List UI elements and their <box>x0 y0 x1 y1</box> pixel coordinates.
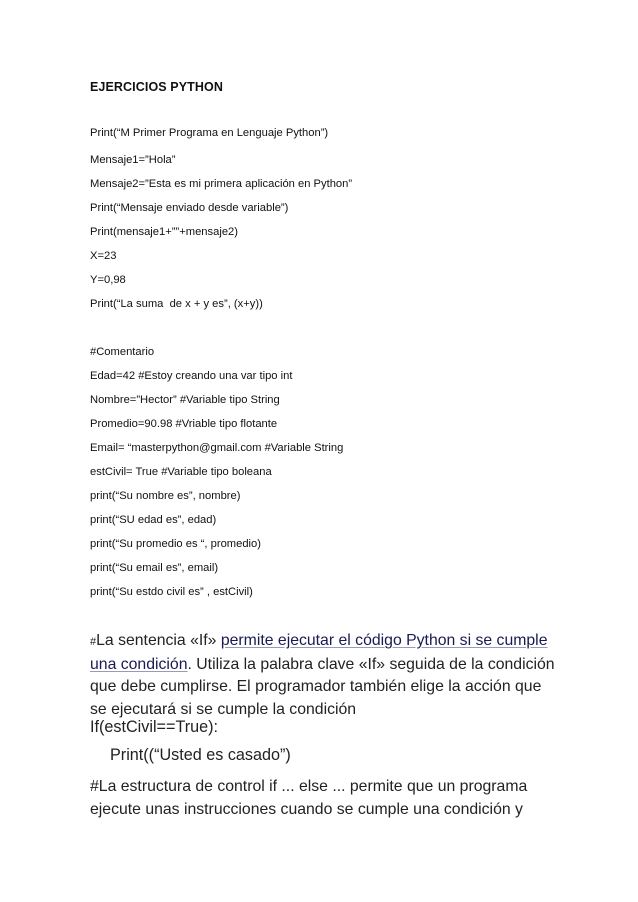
code-line: Print(“Mensaje enviado desde variable”) <box>90 202 289 214</box>
code-line: Y=0,98 <box>90 274 126 286</box>
if-else-paragraph: #La estructura de control if ... else ... permite que un programa ejecute unas instrucciones cuando se cumple una condición y <box>90 778 528 818</box>
code-line: Email= “masterpython@gmail.com #Variable String <box>90 442 344 454</box>
code-line: print(“Su promedio es “, promedio) <box>90 538 261 550</box>
code-line: print(“Su email es”, email) <box>90 562 219 574</box>
comment-line: #Comentario <box>90 346 155 358</box>
code-line: Mensaje2=”Esta es mi primera aplicación en Python” <box>90 178 353 190</box>
code-line: Edad=42 #Estoy creando una var tipo int <box>90 370 293 382</box>
page-title: EJERCICIOS PYTHON <box>90 80 223 94</box>
code-line: Print(“M Primer Programa en Lenguaje Python”) <box>90 127 329 139</box>
code-line: Mensaje1=”Hola” <box>90 154 176 166</box>
code-line: Print(“La suma de x + y es”, (x+y)) <box>90 298 263 310</box>
code-line: print(“Su nombre es”, nombre) <box>90 490 241 502</box>
if-statement-line: If(estCivil==True): <box>90 718 219 736</box>
paragraph-highlight: permite ejecutar el código Python si se cumple una condición <box>90 632 548 673</box>
code-line: print(“SU edad es”, edad) <box>90 514 217 526</box>
paragraph-hash: # <box>90 636 97 648</box>
code-line: Promedio=90.98 #Vriable tipo flotante <box>90 418 278 430</box>
code-line: print(“Su estdo civil es” , estCivil) <box>90 586 253 598</box>
paragraph-text-c: . Utiliza la palabra clave «If» seguida de la condición que debe cumplirse. El programador también elige la acción que se ejecutará si se cumple la condición <box>90 655 555 718</box>
print-statement-line: Print((“Usted es casado”) <box>110 746 291 764</box>
code-line: Nombre=”Hector” #Variable tipo String <box>90 394 280 406</box>
if-explanation-paragraph <box>90 630 560 721</box>
code-line: estCivil= True #Variable tipo boleana <box>90 466 272 478</box>
code-line: X=23 <box>90 250 117 262</box>
code-line: Print(mensaje1+””+mensaje2) <box>90 226 238 238</box>
paragraph-text-a: La sentencia «If» <box>96 632 221 649</box>
